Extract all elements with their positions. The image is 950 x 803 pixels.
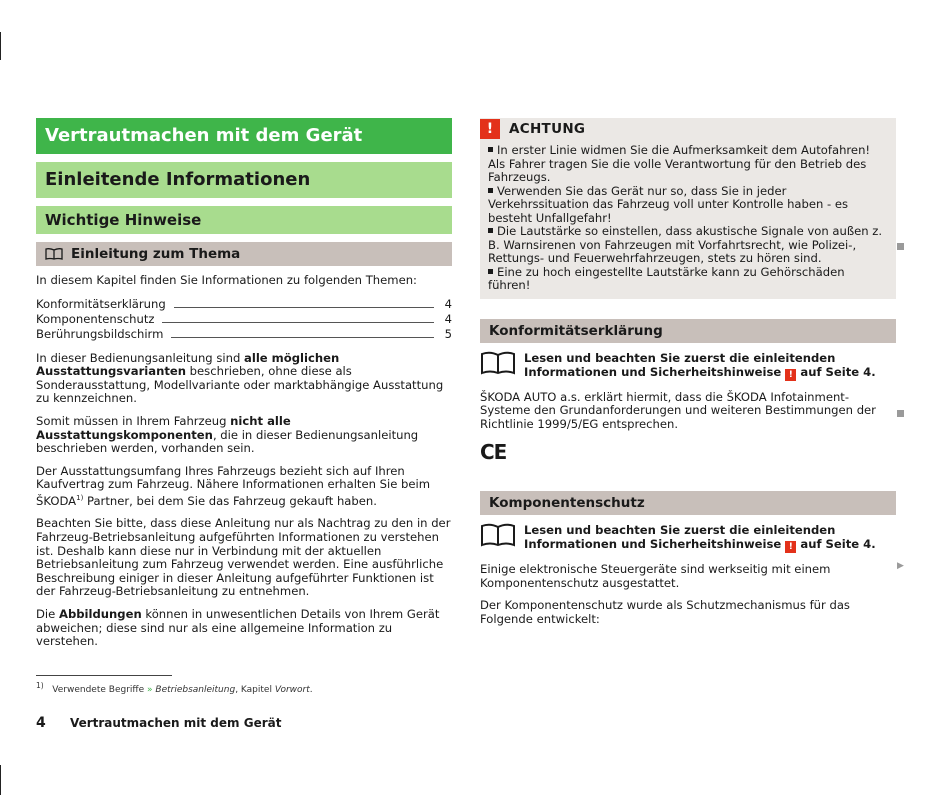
page-footer bbox=[36, 715, 281, 731]
footer-title: Vertrautmachen mit dem Gerät bbox=[69, 716, 282, 730]
warning-box bbox=[480, 118, 896, 299]
book-icon bbox=[45, 248, 63, 260]
warning-header bbox=[480, 118, 896, 140]
komponentenschutz-text-2: Der Komponentenschutz wurde als Schutzmechanismus für das Folgende entwickelt: bbox=[480, 598, 850, 627]
subsection-title: Wichtige Hinweise bbox=[36, 206, 452, 234]
topic-title: Einleitung zum Thema bbox=[71, 246, 241, 262]
text: auf Seite 4. bbox=[796, 364, 876, 379]
text: In dieser Bedienungsanleitung sind bbox=[36, 350, 245, 365]
komponentenschutz-text-1: Einige elektronische Steuergeräte sind werkseitig mit einem Komponentenschutz ausgestattet. bbox=[480, 562, 831, 590]
text: , die in dieser Bedienungsanleitung beschrieben werden, vorhanden sein. bbox=[36, 427, 419, 456]
toc-row[interactable] bbox=[36, 312, 452, 327]
warning-icon: ! bbox=[480, 119, 500, 139]
emphasis: alle möglichen Ausstattungsvarianten bbox=[36, 350, 340, 379]
text: Partner, bei dem Sie das Fahrzeug gekauft haben. bbox=[83, 493, 377, 508]
konformitaet-title: Konformitätserklärung bbox=[489, 322, 663, 339]
toc-page: 4 bbox=[444, 311, 452, 326]
footnote-mark: 1) bbox=[36, 681, 44, 690]
warning-icon: ! bbox=[785, 541, 796, 553]
warning-item bbox=[488, 225, 888, 266]
crop-mark-top bbox=[0, 32, 1, 60]
text: Der Ausstattungsumfang Ihres Fahrzeugs bezieht sich auf Ihren Kaufvertrag zum Fahrzeug. Nähere Informationen erhalten Sie beim ŠKODA bbox=[36, 463, 431, 508]
chapter-title: Vertrautmachen mit dem Gerät bbox=[36, 118, 452, 154]
komponentenschutz-title: Komponentenschutz bbox=[489, 495, 645, 512]
text: , Kapitel bbox=[235, 685, 275, 695]
text[interactable]: Vorwort bbox=[274, 685, 310, 695]
reference-text bbox=[524, 523, 896, 553]
konformitaet-text: ŠKODA AUTO a.s. erklärt hiermit, dass die ŠKODA Infotainment-Systeme den Grundanforderungen und weiteren Bestimmungen der Richtlinie 1999/5/EG entsprechen. bbox=[480, 389, 876, 431]
toc-label: Komponentenschutz bbox=[36, 311, 155, 326]
toc-leader bbox=[171, 337, 434, 338]
warning-text: Eine zu hoch eingestellte Lautstärke kann zu Gehörschäden führen! bbox=[488, 264, 845, 292]
text: beschrieben, ohne diese als Sonderausstattung, Modellvariante oder marktabhängige Ausstattung zu kennzeichnen. bbox=[36, 364, 444, 406]
intro-text: In diesem Kapitel finden Sie Informationen zu folgenden Themen: bbox=[36, 273, 417, 287]
bullet-icon bbox=[488, 147, 493, 152]
toc bbox=[36, 297, 452, 342]
reference-text bbox=[524, 351, 896, 381]
text: Somit müssen in Ihrem Fahrzeug bbox=[36, 413, 231, 428]
toc-row[interactable] bbox=[36, 297, 452, 312]
warning-item bbox=[488, 144, 888, 185]
toc-row[interactable] bbox=[36, 327, 452, 342]
warning-title: ACHTUNG bbox=[509, 121, 586, 137]
text: Lesen und beachten Sie zuerst die einleitenden Informationen und Sicherheitshinweise bbox=[524, 523, 836, 552]
footnote-divider bbox=[36, 675, 172, 676]
bullet-icon bbox=[488, 188, 493, 193]
toc-leader bbox=[162, 322, 434, 323]
paragraph-illustrations bbox=[36, 608, 452, 649]
warning-text: Die Lautstärke so einstellen, dass akustische Signale von außen z. B. Warnsirenen von Fahrzeugen mit Vorfahrtsrecht, wie Polizei-, Rettungs- und Feuerwehrfahrzeugen, stets zu hören sind. bbox=[488, 224, 883, 265]
reading-reference[interactable] bbox=[480, 351, 896, 381]
toc-page: 4 bbox=[444, 296, 452, 311]
continue-arrow-icon: ▶ bbox=[897, 561, 904, 571]
footnote-ref[interactable]: 1) bbox=[76, 493, 84, 502]
warning-text: Verwenden Sie das Gerät nur so, dass Sie in jeder Verkehrssituation das Fahrzeug voll unter Kontrolle haben - es besteht Unfallgefahr! bbox=[488, 183, 849, 225]
toc-label: Konformitätserklärung bbox=[36, 296, 166, 311]
warning-icon: ! bbox=[785, 369, 796, 381]
warning-text: In erster Linie widmen Sie die Aufmerksamkeit dem Autofahren! Als Fahrer tragen Sie die volle Verantwortung für den Betrieb des Fahrzeugs. bbox=[488, 143, 871, 184]
text: auf Seite 4. bbox=[796, 537, 876, 552]
text: Die bbox=[36, 606, 59, 621]
text: Verwendete Begriffe bbox=[52, 685, 147, 695]
ce-mark: CE bbox=[480, 440, 507, 465]
topic-header bbox=[36, 242, 452, 266]
emphasis: Abbildungen bbox=[58, 606, 142, 621]
crop-mark-bottom bbox=[0, 765, 1, 795]
text: Lesen und beachten Sie zuerst die einleitenden Informationen und Sicherheitshinweise bbox=[524, 350, 836, 379]
right-column bbox=[480, 118, 896, 636]
book-icon bbox=[480, 523, 516, 553]
toc-label: Berührungsbildschirm bbox=[36, 326, 164, 341]
reading-reference[interactable] bbox=[480, 523, 896, 553]
toc-page: 5 bbox=[444, 326, 452, 341]
toc-leader bbox=[174, 307, 434, 308]
page-number: 4 bbox=[36, 715, 46, 731]
paragraph-variants bbox=[36, 352, 452, 406]
bullet-icon bbox=[488, 269, 493, 274]
paragraph-supplement: Beachten Sie bitte, dass diese Anleitung nur als Nachtrag zu den in der Fahrzeug-Betriebsanleitung aufgeführten Informationen zu verstehen ist. Deshalb kann diese nur in Verbindung mit der aktuellen Betriebsanleitung zum Fahrzeug verwendet werden. Eine ausführliche Beschreibung einiger in dieser Anleitung aufgeführter Funktionen ist der Fahrzeug-Betriebsanleitung zu entnehmen. bbox=[36, 516, 451, 599]
konformitaet-header bbox=[480, 319, 896, 343]
warning-list bbox=[480, 144, 896, 293]
paragraph-scope bbox=[36, 465, 452, 509]
komponentenschutz-header bbox=[480, 491, 896, 515]
footnote bbox=[36, 681, 313, 695]
warning-item bbox=[488, 185, 888, 226]
left-column bbox=[36, 118, 452, 658]
warning-item bbox=[488, 266, 888, 293]
reference-arrow: » bbox=[147, 685, 153, 695]
section-end-mark bbox=[897, 243, 904, 250]
book-icon bbox=[480, 351, 516, 381]
text: können in unwesentlichen Details von Ihrem Gerät abweichen; diese sind nur als eine allgemeine Information zu verstehen. bbox=[36, 606, 440, 649]
paragraph-components bbox=[36, 415, 452, 456]
section-end-mark bbox=[897, 410, 904, 417]
text: . bbox=[309, 685, 313, 695]
text[interactable]: Betriebsanleitung bbox=[155, 685, 236, 695]
section-title: Einleitende Informationen bbox=[36, 162, 452, 198]
bullet-icon bbox=[488, 228, 493, 233]
emphasis: nicht alle Ausstattungskomponenten bbox=[36, 413, 291, 442]
